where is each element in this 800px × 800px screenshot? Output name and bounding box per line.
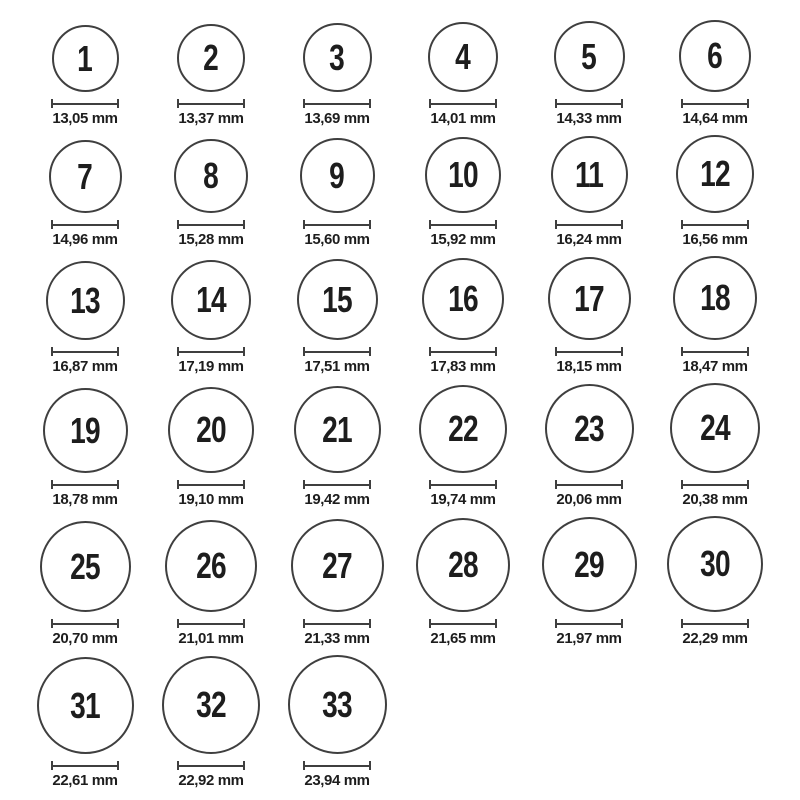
- chart-row: [22, 655, 778, 789]
- ring-size-number: 29: [574, 543, 604, 585]
- ring-size-item: [274, 23, 400, 127]
- ring-size-item: [274, 386, 400, 508]
- ring-diameter-label: 20,70 mm: [52, 630, 118, 647]
- dimension-bar: [431, 224, 495, 226]
- ring-size-item: [148, 260, 274, 375]
- dimension-bar: [305, 351, 369, 353]
- ring-size-number: 12: [700, 153, 730, 194]
- ring-size-number: 10: [448, 154, 478, 195]
- ring-size-number: 6: [707, 35, 723, 76]
- ring-size-number: 5: [581, 35, 597, 77]
- dimension-bar: [683, 623, 747, 625]
- dimension-bar: [431, 103, 495, 105]
- ring-circle: [422, 258, 504, 340]
- diameter-dimension-line: [681, 480, 749, 489]
- ring-size-item: [652, 20, 778, 127]
- diameter-dimension-line: [429, 347, 497, 356]
- diameter-dimension-line: [51, 480, 119, 489]
- diameter-dimension-line: [51, 619, 119, 628]
- ring-size-item: [148, 520, 274, 647]
- ring-size-number: 20: [196, 409, 226, 450]
- diameter-dimension-line: [303, 761, 371, 770]
- ring-diameter-label: 19,10 mm: [178, 491, 244, 508]
- ring-size-item: [274, 519, 400, 647]
- ring-size-item: [526, 384, 652, 508]
- diameter-dimension-line: [303, 99, 371, 108]
- dimension-bar: [53, 351, 117, 353]
- diameter-dimension-line: [177, 99, 245, 108]
- ring-size-number: 19: [70, 409, 100, 451]
- diameter-dimension-line: [681, 347, 749, 356]
- dimension-bar: [557, 103, 621, 105]
- ring-size-item: [652, 516, 778, 647]
- dimension-bar: [179, 484, 243, 486]
- ring-circle: [670, 383, 760, 473]
- dimension-bar: [179, 351, 243, 353]
- dimension-bar: [431, 351, 495, 353]
- ring-circle: [425, 137, 501, 213]
- ring-diameter-label: 21,97 mm: [556, 630, 622, 647]
- ring-size-item: [274, 655, 400, 789]
- diameter-dimension-line: [303, 220, 371, 229]
- dimension-bar: [179, 623, 243, 625]
- ring-size-item: [22, 261, 148, 375]
- ring-size-number: 4: [455, 36, 471, 77]
- ring-size-item: [652, 135, 778, 248]
- ring-circle: [165, 520, 257, 612]
- ring-diameter-label: 18,47 mm: [682, 358, 748, 375]
- dimension-bar: [305, 623, 369, 625]
- ring-circle: [545, 384, 634, 473]
- dimension-bar: [305, 484, 369, 486]
- ring-size-number: 24: [700, 407, 730, 448]
- ring-size-item: [652, 383, 778, 508]
- ring-size-item: [274, 259, 400, 375]
- dimension-bar: [557, 484, 621, 486]
- ring-diameter-label: 16,87 mm: [52, 358, 118, 375]
- dimension-bar: [53, 623, 117, 625]
- ring-diameter-label: 22,61 mm: [52, 772, 118, 789]
- dimension-bar: [557, 224, 621, 226]
- diameter-dimension-line: [177, 480, 245, 489]
- ring-diameter-label: 13,05 mm: [52, 110, 118, 127]
- chart-row: [22, 383, 778, 508]
- diameter-dimension-line: [51, 220, 119, 229]
- ring-diameter-label: 13,69 mm: [304, 110, 370, 127]
- dimension-bar: [179, 103, 243, 105]
- ring-diameter-label: 15,28 mm: [178, 231, 244, 248]
- ring-diameter-label: 17,19 mm: [178, 358, 244, 375]
- ring-size-item: [22, 521, 148, 647]
- ring-size-item: [526, 257, 652, 375]
- ring-size-item: [400, 258, 526, 375]
- diameter-dimension-line: [303, 347, 371, 356]
- ring-size-item: [400, 518, 526, 647]
- ring-size-item: [652, 256, 778, 375]
- diameter-dimension-line: [681, 99, 749, 108]
- ring-circle: [416, 518, 510, 612]
- diameter-dimension-line: [555, 220, 623, 229]
- dimension-bar: [53, 484, 117, 486]
- ring-diameter-label: 18,78 mm: [52, 491, 118, 508]
- ring-size-number: 17: [574, 277, 604, 319]
- ring-circle: [52, 25, 119, 92]
- ring-circle: [667, 516, 763, 612]
- ring-diameter-label: 20,06 mm: [556, 491, 622, 508]
- dimension-bar: [53, 224, 117, 226]
- chart-row: [22, 20, 778, 127]
- ring-circle: [177, 24, 245, 92]
- dimension-bar: [431, 484, 495, 486]
- ring-size-number: 33: [322, 683, 352, 725]
- diameter-dimension-line: [555, 480, 623, 489]
- diameter-dimension-line: [177, 761, 245, 770]
- diameter-dimension-line: [429, 99, 497, 108]
- diameter-dimension-line: [303, 480, 371, 489]
- diameter-dimension-line: [429, 220, 497, 229]
- ring-diameter-label: 23,94 mm: [304, 772, 370, 789]
- ring-size-number: 7: [77, 155, 93, 197]
- diameter-dimension-line: [555, 99, 623, 108]
- dimension-bar: [557, 351, 621, 353]
- dimension-bar: [683, 103, 747, 105]
- ring-circle: [171, 260, 251, 340]
- ring-size-number: 16: [448, 278, 478, 319]
- chart-row: [22, 256, 778, 375]
- ring-size-number: 32: [196, 684, 226, 725]
- ring-size-number: 15: [322, 278, 352, 320]
- dimension-bar: [179, 765, 243, 767]
- ring-circle: [676, 135, 754, 213]
- ring-size-number: 30: [700, 543, 730, 584]
- diameter-dimension-line: [555, 347, 623, 356]
- ring-diameter-label: 14,01 mm: [430, 110, 496, 127]
- ring-diameter-label: 13,37 mm: [178, 110, 244, 127]
- ring-size-number: 25: [70, 545, 100, 587]
- ring-size-item: [400, 137, 526, 248]
- diameter-dimension-line: [51, 761, 119, 770]
- ring-circle: [428, 22, 498, 92]
- dimension-bar: [683, 224, 747, 226]
- ring-circle: [673, 256, 757, 340]
- ring-circle: [300, 138, 375, 213]
- ring-size-item: [274, 138, 400, 248]
- ring-circle: [419, 385, 507, 473]
- chart-row: [22, 516, 778, 647]
- diameter-dimension-line: [681, 619, 749, 628]
- ring-size-item: [22, 25, 148, 127]
- ring-diameter-label: 17,51 mm: [304, 358, 370, 375]
- ring-diameter-label: 21,65 mm: [430, 630, 496, 647]
- ring-size-number: 8: [203, 155, 219, 196]
- ring-size-number: 9: [329, 154, 345, 196]
- ring-diameter-label: 18,15 mm: [556, 358, 622, 375]
- ring-size-number: 3: [329, 36, 345, 78]
- ring-diameter-label: 22,92 mm: [178, 772, 244, 789]
- ring-diameter-label: 22,29 mm: [682, 630, 748, 647]
- diameter-dimension-line: [51, 347, 119, 356]
- ring-diameter-label: 14,96 mm: [52, 231, 118, 248]
- ring-size-item: [148, 387, 274, 508]
- ring-size-number: 27: [322, 544, 352, 586]
- ring-size-number: 21: [322, 408, 352, 450]
- ring-diameter-label: 21,33 mm: [304, 630, 370, 647]
- ring-circle: [40, 521, 131, 612]
- ring-size-item: [526, 136, 652, 248]
- ring-diameter-label: 14,64 mm: [682, 110, 748, 127]
- ring-circle: [43, 388, 128, 473]
- ring-size-item: [400, 385, 526, 508]
- ring-circle: [554, 21, 625, 92]
- ring-size-number: 18: [700, 277, 730, 318]
- ring-size-number: 23: [574, 407, 604, 449]
- ring-diameter-label: 20,38 mm: [682, 491, 748, 508]
- ring-circle: [37, 657, 134, 754]
- ring-size-number: 2: [203, 37, 219, 78]
- ring-circle: [542, 517, 637, 612]
- ring-size-number: 31: [70, 684, 100, 726]
- diameter-dimension-line: [555, 619, 623, 628]
- dimension-bar: [179, 224, 243, 226]
- diameter-dimension-line: [51, 99, 119, 108]
- diameter-dimension-line: [429, 619, 497, 628]
- ring-diameter-label: 16,24 mm: [556, 231, 622, 248]
- ring-size-item: [148, 24, 274, 127]
- ring-diameter-label: 15,92 mm: [430, 231, 496, 248]
- dimension-bar: [305, 224, 369, 226]
- dimension-bar: [53, 765, 117, 767]
- ring-diameter-label: 19,74 mm: [430, 491, 496, 508]
- dimension-bar: [431, 623, 495, 625]
- ring-size-number: 13: [70, 279, 100, 321]
- ring-diameter-label: 16,56 mm: [682, 231, 748, 248]
- dimension-bar: [557, 623, 621, 625]
- diameter-dimension-line: [177, 347, 245, 356]
- ring-circle: [297, 259, 378, 340]
- ring-circle: [291, 519, 384, 612]
- ring-size-item: [22, 657, 148, 789]
- diameter-dimension-line: [177, 220, 245, 229]
- ring-size-number: 28: [448, 544, 478, 585]
- ring-diameter-label: 19,42 mm: [304, 491, 370, 508]
- ring-size-item: [148, 139, 274, 248]
- ring-diameter-label: 14,33 mm: [556, 110, 622, 127]
- diameter-dimension-line: [303, 619, 371, 628]
- ring-circle: [46, 261, 125, 340]
- ring-size-item: [22, 140, 148, 248]
- dimension-bar: [305, 765, 369, 767]
- ring-circle: [303, 23, 372, 92]
- ring-size-number: 26: [196, 545, 226, 586]
- ring-circle: [288, 655, 387, 754]
- dimension-bar: [305, 103, 369, 105]
- dimension-bar: [53, 103, 117, 105]
- ring-size-number: 1: [77, 37, 93, 79]
- ring-circle: [174, 139, 248, 213]
- ring-size-item: [22, 388, 148, 508]
- ring-diameter-label: 17,83 mm: [430, 358, 496, 375]
- dimension-bar: [683, 351, 747, 353]
- chart-row: [22, 135, 778, 248]
- diameter-dimension-line: [177, 619, 245, 628]
- diameter-dimension-line: [681, 220, 749, 229]
- ring-size-item: [526, 517, 652, 647]
- ring-diameter-label: 15,60 mm: [304, 231, 370, 248]
- ring-size-number: 11: [574, 153, 604, 195]
- ring-circle: [49, 140, 122, 213]
- ring-circle: [168, 387, 254, 473]
- dimension-bar: [683, 484, 747, 486]
- ring-diameter-label: 21,01 mm: [178, 630, 244, 647]
- ring-size-number: 22: [448, 408, 478, 449]
- ring-size-item: [400, 22, 526, 127]
- diameter-dimension-line: [429, 480, 497, 489]
- ring-size-item: [148, 656, 274, 789]
- ring-circle: [679, 20, 751, 92]
- ring-circle: [162, 656, 260, 754]
- ring-size-number: 14: [196, 279, 226, 320]
- ring-size-item: [526, 21, 652, 127]
- ring-circle: [551, 136, 628, 213]
- ring-circle: [548, 257, 631, 340]
- ring-circle: [294, 386, 381, 473]
